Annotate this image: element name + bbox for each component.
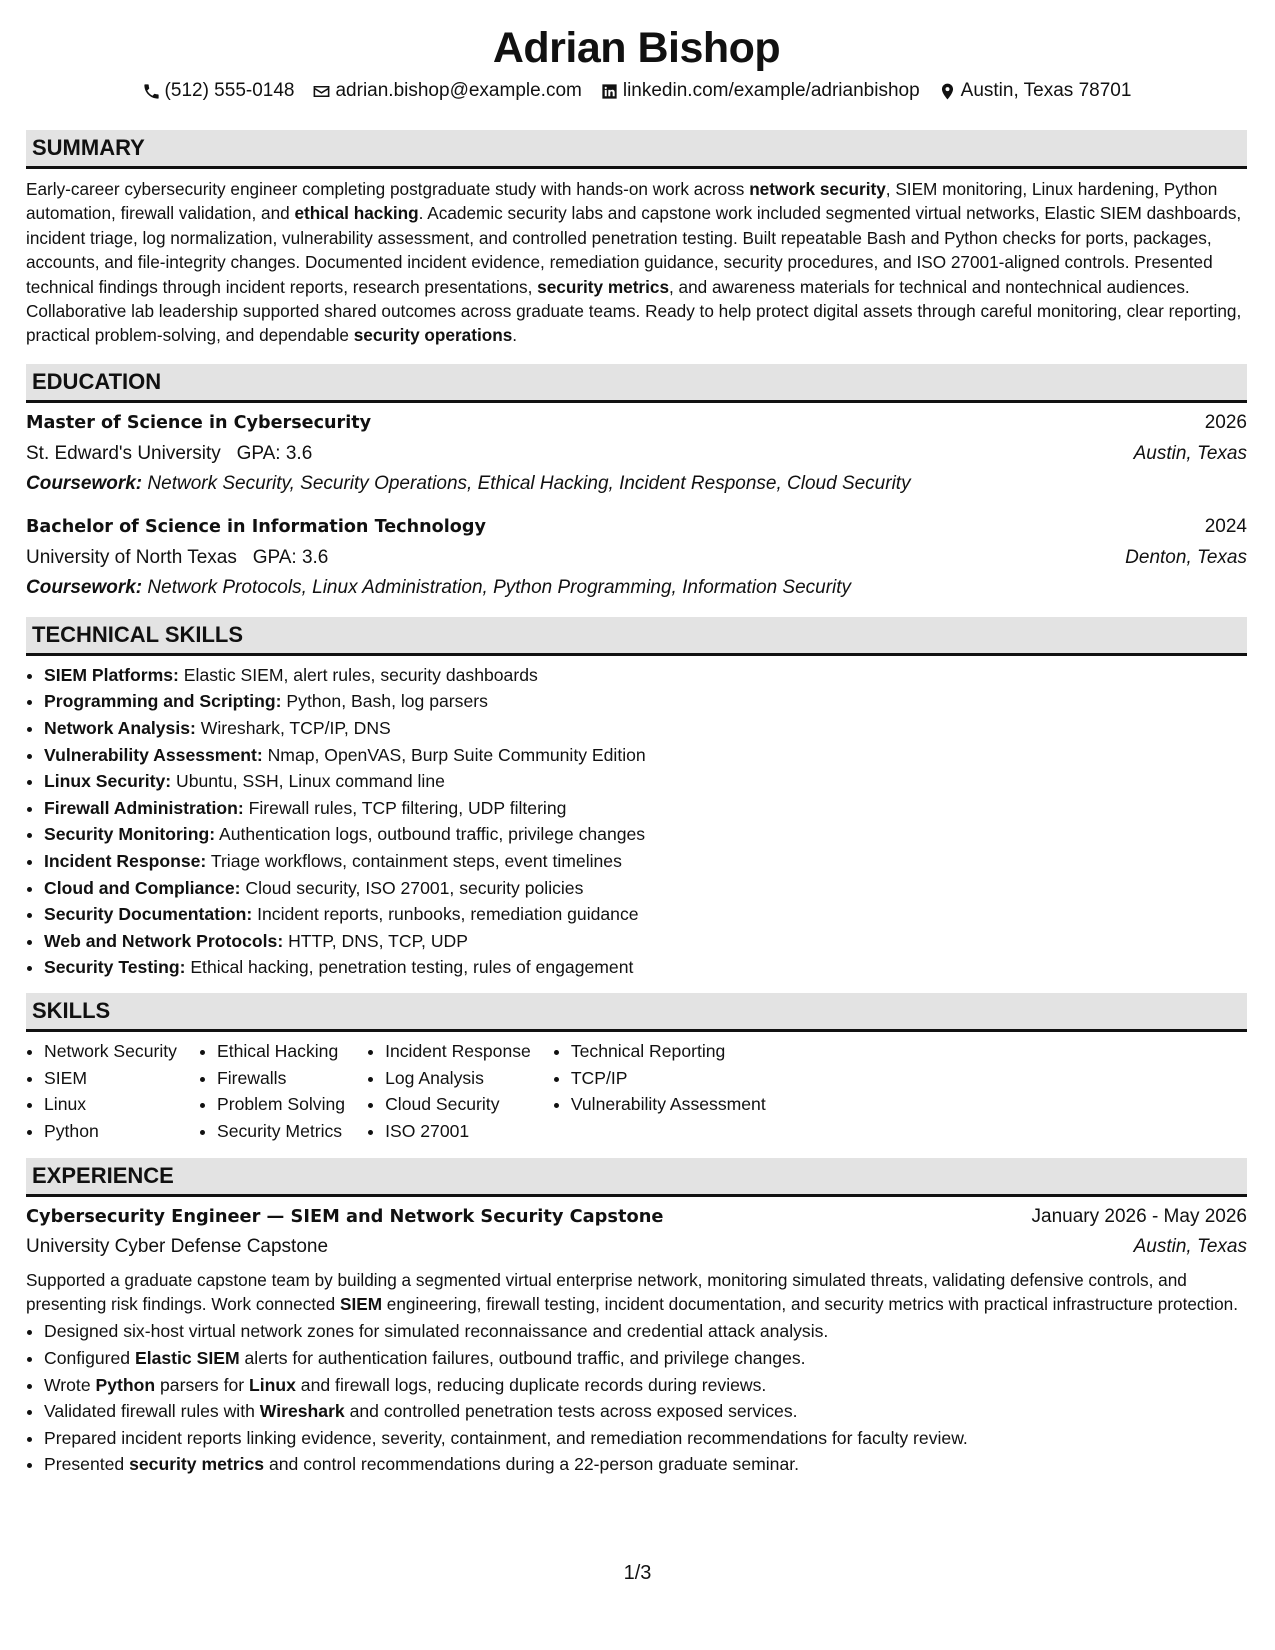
skill-category-label: Vulnerability Assessment: [44,744,263,765]
degree-title: Bachelor of Science in Information Technology [26,516,486,537]
section-heading-skills: SKILLS [26,993,1247,1032]
summary-text-run: . Academic security labs and capstone work included segmented virtual networks, Elastic SIEM dashboards, incident triage, log normalization, vulnerability assessment, and controlled penetration testing. Built repeatable Bash and Python checks for ports, packages, accounts, and file-integrity changes. Documented incident evidence, remediation guidance, security procedures, and ISO 27001-aligned controls. Presented technical findings through incident reports, research presentations, [26,203,1242,297]
skills-column [367,1038,531,1144]
contact-email-text: adrian.bishop@example.com [335,80,582,101]
skill-category-label: Programming and Scripting: [44,691,282,712]
job-bullets [26,1318,1247,1478]
contact-phone-text: (512) 555-0148 [164,80,295,101]
contact-location-text: Austin, Texas 78701 [960,80,1132,101]
coursework-list: Network Protocols, Linux Administration, Python Programming, Information Security [147,576,852,598]
skill-category-value: HTTP, DNS, TCP, UDP [283,930,468,951]
job-title: Cybersecurity Engineer — SIEM and Network Security Capstone [26,1206,664,1228]
skill-category-value: Wireshark, TCP/IP, DNS [195,718,391,739]
section-heading-technical-skills: TECHNICAL SKILLS [26,617,1247,656]
school-line [26,439,312,469]
section-heading-education: EDUCATION [26,364,1247,403]
skill-category-value: Firewall rules, TCP filtering, UDP filtering [243,797,567,818]
job-bullet-item [44,1451,1247,1478]
technical-skill-item [44,742,1247,769]
technical-skill-item [44,795,1247,822]
skill-category-value: Nmap, OpenVAS, Burp Suite Community Edition [262,744,646,765]
technical-skills-list [26,662,1247,981]
description-text-run: Supported a graduate capstone team by building a segmented virtual enterprise network, monitoring simulated threats, validating defensive controls, and presenting risk findings. Work connected [26,1270,1187,1315]
page-number: 1/3 [623,1562,652,1584]
skill-category-label: Firewall Administration: [44,797,244,818]
bullet-text-run: parsers for [155,1374,249,1395]
bullet-text-run: Configured [44,1347,135,1368]
education-list [26,407,1247,603]
skill-item: • Firewalls [217,1065,345,1092]
skills-column [26,1038,177,1144]
job-bullet-item [44,1345,1247,1372]
section-heading-summary: SUMMARY [26,130,1247,169]
skills-column [553,1038,766,1144]
school-line [26,543,328,573]
skill-category-label: Incident Response: [44,851,207,871]
skill-item: • Cloud Security [385,1091,531,1118]
technical-skill-item [44,662,1247,689]
map-pin-icon [938,82,957,101]
degree-year: 2026 [1204,411,1247,433]
skill-item: • Ethical Hacking [217,1038,345,1065]
job-bullet-item [44,1318,1247,1345]
technical-skill-item [44,768,1247,795]
school-name: University of North Texas [26,546,237,568]
envelope-icon [312,82,331,101]
skill-category-label: Linux Security: [44,771,172,792]
technical-skill-item [44,848,1247,875]
contact-linkedin-text: linkedin.com/example/adrianbishop [622,80,920,101]
skill-item: • Security Metrics [217,1118,345,1145]
coursework-label: Coursework: [26,472,143,494]
bold-keyword: Elastic SIEM [134,1347,240,1368]
experience-entry [26,1201,1247,1478]
job-organization: University Cyber Defense Capstone [26,1236,329,1258]
skill-category-value: Authentication logs, outbound traffic, privilege changes [215,824,646,845]
summary-text-run: Early-career cybersecurity engineer completing postgraduate study with hands-on work across [26,179,750,199]
phone-icon [142,82,161,101]
summary-text-run: , SIEM monitoring, Linux hardening, Python automation, firewall validation, and [26,179,1218,224]
bullet-text-run: Presented [44,1454,130,1475]
skills-column [199,1038,345,1144]
bullet-text-run: Prepared incident reports linking evidence, severity, containment, and remediation recommendations for faculty review. [44,1427,968,1448]
skill-item: • Problem Solving [217,1091,345,1118]
skill-item: • Network Security [44,1038,177,1065]
skill-category-value: Triage workflows, containment steps, event timelines [206,851,622,871]
bullet-text-run: Validated firewall rules with [44,1401,260,1422]
bold-keyword: SIEM [340,1294,383,1315]
bullet-text-run: and control recommendations during a 22-person graduate seminar. [264,1454,800,1475]
school-location: Austin, Texas [1133,442,1247,464]
job-description [26,1268,1247,1316]
contact-email[interactable] [312,78,581,104]
bold-keyword: Wireshark [259,1401,345,1422]
skill-category-label: SIEM Platforms: [44,664,179,685]
skill-category-label: Cloud and Compliance: [44,877,241,898]
bold-keyword: security operations [353,325,513,346]
section-heading-experience: EXPERIENCE [26,1158,1247,1197]
skill-category-value: Elastic SIEM, alert rules, security dashboards [178,664,538,685]
coursework-list: Network Security, Security Operations, Ethical Hacking, Incident Response, Cloud Security [147,472,911,494]
skill-item: • Vulnerability Assessment [571,1091,766,1118]
education-entry [26,407,1247,499]
skills-grid [26,1038,1247,1144]
bullet-text-run: and controlled penetration tests across exposed services. [344,1401,798,1422]
skill-category-label: Security Monitoring: [44,824,216,845]
skill-category-value: Ubuntu, SSH, Linux command line [171,771,445,792]
technical-skill-item [44,688,1247,715]
coursework-label: Coursework: [26,576,143,598]
coursework-line [26,573,1247,603]
bold-keyword: security metrics [129,1454,265,1475]
skill-category-label: Security Testing: [44,957,186,978]
bold-keyword: ethical hacking [294,203,419,224]
skill-category-label: Security Documentation: [44,904,253,925]
skill-item: • Technical Reporting [571,1038,766,1065]
resume-page [26,20,1247,1478]
skill-item: • SIEM [44,1065,177,1092]
skill-item: • TCP/IP [571,1065,766,1092]
technical-skill-item [44,821,1247,848]
contact-location [938,78,1132,104]
bullet-text-run: alerts for authentication failures, outbound traffic, and privilege changes. [239,1347,806,1368]
job-location: Austin, Texas [1133,1236,1247,1258]
skill-category-value: Incident reports, runbooks, remediation guidance [252,904,639,925]
coursework-line [26,469,1247,499]
skill-category-label: Network Analysis: [44,718,196,739]
description-text-run: engineering, firewall testing, incident documentation, and security metrics with practical infrastructure protection. [382,1294,1238,1315]
degree-title: Master of Science in Cybersecurity [26,412,372,433]
job-bullet-item [44,1398,1247,1425]
bullet-text-run: Designed six-host virtual network zones for simulated reconnaissance and credential attack analysis. [44,1321,829,1342]
job-bullet-item [44,1372,1247,1399]
contact-linkedin[interactable] [600,78,920,104]
bold-keyword: network security [749,179,886,199]
summary-text-run: . [512,325,518,346]
technical-skill-item [44,875,1247,902]
education-entry [26,511,1247,603]
job-dates: January 2026 - May 2026 [1031,1206,1247,1228]
skill-item: • Python [44,1118,177,1145]
technical-skill-item [44,715,1247,742]
summary-text [26,177,1247,348]
degree-year: 2024 [1204,515,1247,537]
bullet-text-run: Wrote [44,1374,96,1395]
school-location: Denton, Texas [1125,546,1247,568]
bold-keyword: Python [95,1374,156,1395]
technical-skill-item [44,901,1247,928]
skill-category-value: Python, Bash, log parsers [281,691,488,712]
skill-category-value: Cloud security, ISO 27001, security policies [240,877,584,898]
skill-category-value: Ethical hacking, penetration testing, rules of engagement [185,957,634,978]
job-bullet-item [44,1425,1247,1452]
skill-item: • Incident Response [385,1038,531,1065]
bold-keyword: security metrics [537,276,669,297]
skill-item: • Log Analysis [385,1065,531,1092]
school-gpa: GPA: 3.6 [252,546,329,568]
technical-skill-item [44,954,1247,981]
bold-keyword: Linux [249,1374,296,1395]
contact-bar [26,78,1247,104]
linkedin-icon [600,82,619,101]
summary-text-run: , and awareness materials for technical and nontechnical audiences. Collaborative lab leadership supported shared outcomes across graduate teams. Ready to help protect digital assets through careful monitoring, clear reporting, practical problem-solving, and dependable [26,276,1242,346]
technical-skill-item [44,928,1247,955]
skill-item: • Linux [44,1091,177,1118]
contact-phone[interactable] [142,78,295,104]
school-name: St. Edward's University [26,442,221,464]
skill-category-label: Web and Network Protocols: [44,930,284,951]
bullet-text-run: and firewall logs, reducing duplicate records during reviews. [295,1374,767,1395]
skill-item: • ISO 27001 [385,1118,531,1145]
resume-name: Adrian Bishop [492,24,781,72]
school-gpa: GPA: 3.6 [236,442,313,464]
